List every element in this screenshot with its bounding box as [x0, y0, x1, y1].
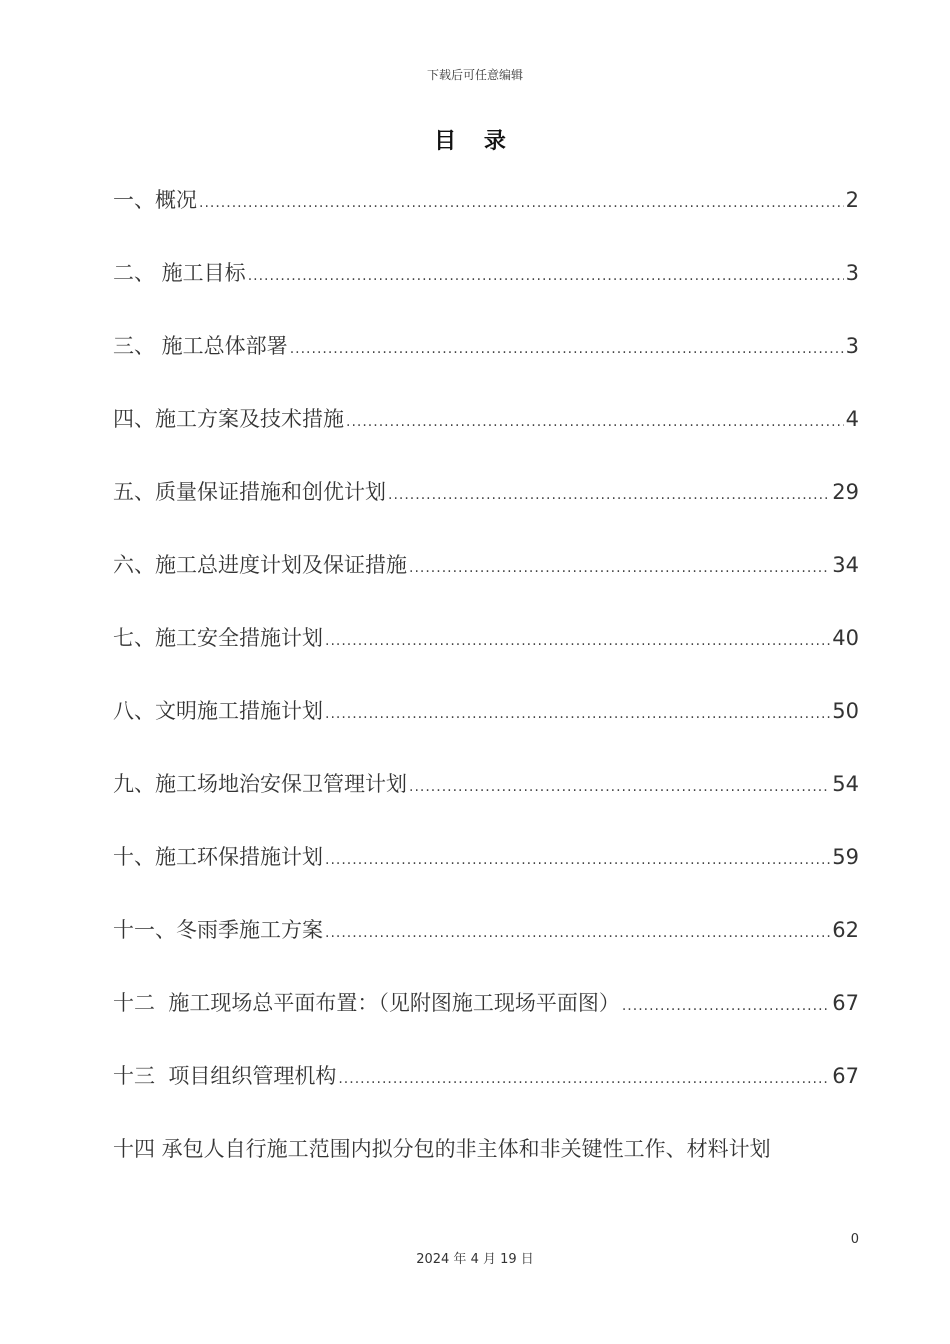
toc-entry-page: 67 [832, 1064, 859, 1088]
toc-entry-8[interactable] [113, 695, 859, 768]
dot-leader [325, 706, 830, 722]
toc-title: 目 录 [434, 129, 516, 154]
table-of-contents [113, 184, 859, 1206]
page-header: 下载后可任意编辑 [426, 68, 523, 82]
toc-entry-label: 五、质量保证措施和创优计划 [113, 480, 386, 504]
toc-entry-page: 4 [845, 407, 859, 431]
toc-entry-label: 十二 施工现场总平面布置：（见附图施工现场平面图） [113, 991, 620, 1015]
page-footer-date: 2024 年 4 月 19 日 [416, 1252, 534, 1267]
dot-leader [338, 1071, 830, 1087]
toc-entry-10[interactable] [113, 841, 859, 914]
dot-leader [290, 341, 844, 357]
dot-leader [409, 560, 830, 576]
toc-entry-page: 3 [845, 261, 859, 285]
toc-entry-3[interactable] [113, 330, 859, 403]
toc-entry-page: 50 [832, 699, 859, 723]
dot-leader [346, 414, 844, 430]
toc-entry-label: 八、文明施工措施计划 [113, 699, 323, 723]
toc-entry-6[interactable] [113, 549, 859, 622]
page-number: 0 [850, 1232, 859, 1247]
toc-entry-12[interactable] [113, 987, 859, 1060]
toc-entry-label: 十四 承包人自行施工范围内拟分包的非主体和非关键性工作、材料计划 [113, 1137, 771, 1161]
toc-entry-11[interactable] [113, 914, 859, 987]
toc-entry-page: 3 [845, 334, 859, 358]
toc-entry-label: 十、施工环保措施计划 [113, 845, 323, 869]
toc-entry-13[interactable] [113, 1060, 859, 1133]
toc-entry-label: 六、施工总进度计划及保证措施 [113, 553, 407, 577]
dot-leader [325, 633, 830, 649]
dot-leader [409, 779, 830, 795]
dot-leader [388, 487, 830, 503]
dot-leader [325, 925, 830, 941]
toc-entry-2[interactable] [113, 257, 859, 330]
toc-entry-page: 54 [832, 772, 859, 796]
toc-entry-label: 二、 施工目标 [113, 261, 246, 285]
toc-entry-page: 59 [832, 845, 859, 869]
toc-entry-label: 三、 施工总体部署 [113, 334, 288, 358]
toc-entry-page: 34 [832, 553, 859, 577]
dot-leader [325, 852, 830, 868]
toc-entry-page: 40 [832, 626, 859, 650]
toc-entry-label: 一、概况 [113, 188, 197, 212]
toc-entry-1[interactable] [113, 184, 859, 257]
toc-entry-5[interactable] [113, 476, 859, 549]
dot-leader [248, 268, 844, 284]
toc-entry-9[interactable] [113, 768, 859, 841]
toc-entry-label: 十三 项目组织管理机构 [113, 1064, 337, 1088]
toc-entry-label: 四、施工方案及技术措施 [113, 407, 344, 431]
toc-entry-page: 62 [832, 918, 859, 942]
toc-entry-label: 九、施工场地治安保卫管理计划 [113, 772, 407, 796]
toc-entry-page: 29 [832, 480, 859, 504]
toc-entry-page: 67 [832, 991, 859, 1015]
dot-leader [199, 195, 844, 211]
toc-entry-7[interactable] [113, 622, 859, 695]
toc-entry-label: 七、施工安全措施计划 [113, 626, 323, 650]
toc-entry-page: 2 [845, 188, 859, 212]
toc-entry-label: 十一、冬雨季施工方案 [113, 918, 323, 942]
toc-entry-14[interactable] [113, 1133, 859, 1206]
toc-entry-4[interactable] [113, 403, 859, 476]
dot-leader [622, 998, 830, 1014]
